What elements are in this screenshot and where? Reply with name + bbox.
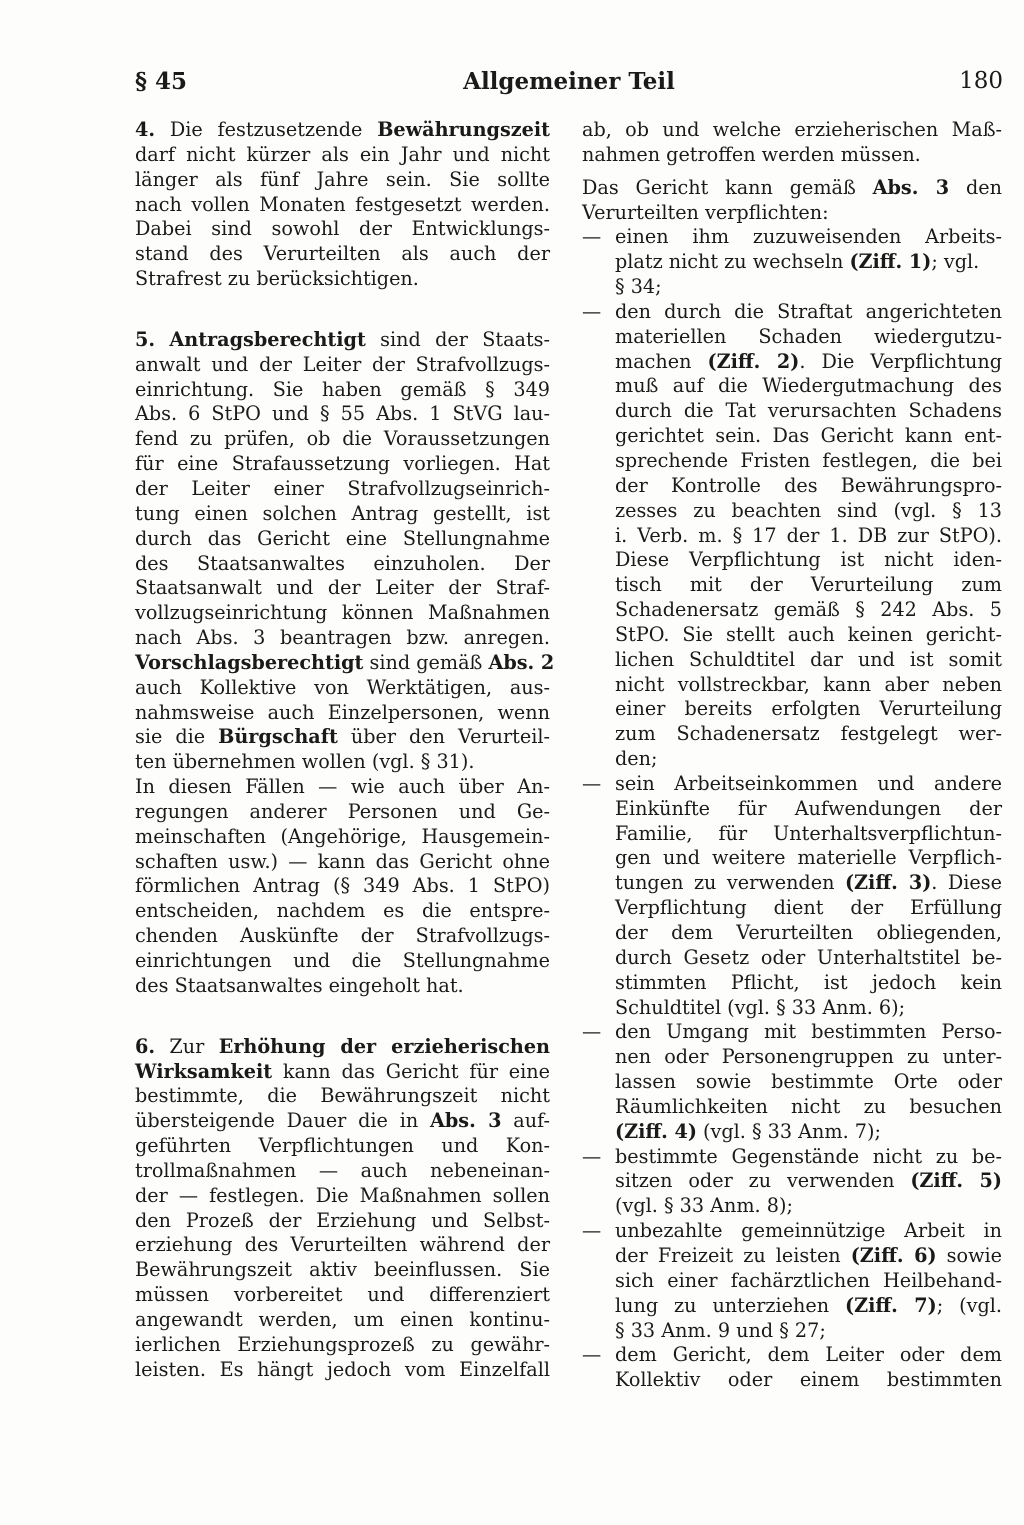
text-run: länger als fünf Jahre sein. Sie sollte <box>135 167 550 191</box>
text-run: ten übernehmen wollen (vgl. § 31). <box>135 750 475 774</box>
text-line <box>582 1169 1002 1194</box>
text-run: dem Gericht, dem Leiter oder dem <box>615 1343 1002 1367</box>
text-line <box>135 328 550 353</box>
text-run: i. Verb. m. § 17 der 1. DB zur StPO). <box>615 523 1002 547</box>
text-line <box>135 1184 550 1209</box>
text-run: Einkünfte für Aufwendungen der <box>615 796 1002 820</box>
text-run: bestimmte Gegenstände nicht zu be- <box>615 1144 1002 1168</box>
text-line <box>135 217 550 242</box>
text-run: förmlichen Antrag (§ 349 Abs. 1 StPO) <box>135 874 550 898</box>
text-run: entscheiden, nachdem es die entspre- <box>135 899 550 923</box>
text-run: einen ihm zuzuweisenden Arbeits- <box>615 225 1002 249</box>
text-line <box>135 800 550 825</box>
text-run: lichen Schuldtitel dar und ist somit <box>615 647 1002 671</box>
text-line <box>135 452 550 477</box>
text-line <box>582 747 1002 772</box>
text-run: stimmten Pflicht, ist jedoch kein <box>615 970 1002 994</box>
text-line <box>582 524 1002 549</box>
text-run: (vgl. § 33 Anm. 8); <box>615 1194 793 1218</box>
text-run: müssen vorbereitet und differenziert <box>135 1283 550 1307</box>
text-run: den Prozeß der Erziehung und Selbst- <box>135 1208 550 1232</box>
text-line <box>582 374 1002 399</box>
paragraph-gap <box>135 292 550 328</box>
right-text-column <box>582 118 1002 1393</box>
text-run: durch die Tat verursachten Schadens <box>615 399 1002 423</box>
section-marker: § 45 <box>135 68 188 95</box>
text-run: der — festlegen. Die Maßnahmen sollen <box>135 1183 550 1207</box>
text-run: der dem Verurteilten obliegenden, <box>615 921 1002 944</box>
text-run: nach vollen Monaten festgesetzt werden. <box>135 192 550 216</box>
text-line <box>582 648 1002 673</box>
text-run: Staatsanwalt und der Leiter der Straf- <box>135 576 550 600</box>
text-line <box>135 874 550 899</box>
text-run: den durch die Straftat angerichteten <box>615 299 1002 323</box>
text-run: Das Gericht kann gemäß <box>582 175 873 199</box>
text-line <box>135 899 550 924</box>
text-line <box>582 449 1002 474</box>
text-line <box>135 825 550 850</box>
page-header <box>135 68 1003 102</box>
text-run: für eine Strafaussetzung vorliegen. Hat <box>135 452 550 476</box>
text-line <box>135 601 550 626</box>
text-run: lung zu unterziehen <box>615 1293 845 1317</box>
bold-term: Abs. 3 <box>872 175 950 199</box>
text-line <box>582 548 1002 573</box>
text-line <box>582 1244 1002 1269</box>
text-run: Die festzusetzende <box>155 118 378 141</box>
text-line <box>135 1233 550 1258</box>
text-line <box>582 871 1002 896</box>
list-dash: — <box>582 299 602 323</box>
bold-term: (Ziff. 6) <box>850 1243 937 1267</box>
list-dash: — <box>582 1020 602 1044</box>
text-run <box>155 328 169 351</box>
text-run: Zur <box>155 1034 219 1058</box>
text-run: Abs. 6 StPO und § 55 Abs. 1 StVG lau- <box>135 402 550 426</box>
text-run: sprechende Fristen festlegen, die bei <box>615 448 1002 472</box>
text-line <box>135 850 550 875</box>
text-line <box>582 143 1002 168</box>
text-line <box>582 1120 1002 1145</box>
text-line <box>582 722 1002 747</box>
text-line <box>135 477 550 502</box>
bold-term: (Ziff. 7) <box>845 1293 937 1317</box>
bold-term: Bewährungszeit <box>377 118 550 141</box>
bold-term: Vorschlagsberechtigt <box>135 650 364 674</box>
text-line <box>135 427 550 452</box>
text-run: (vgl. § 33 Anm. 7); <box>696 1119 881 1143</box>
list-dash: — <box>582 1219 602 1243</box>
text-run: angewandt werden, um einen kontinu- <box>135 1307 550 1331</box>
page-number: 180 <box>959 68 1003 94</box>
text-line <box>135 949 550 974</box>
text-line <box>135 1109 550 1134</box>
text-line <box>582 250 1002 275</box>
text-run: nahmen getroffen werden müssen. <box>582 142 921 166</box>
text-line <box>582 846 1002 871</box>
text-run: über den Verurteil- <box>337 725 550 749</box>
text-run: nicht vollstreckbar, kann aber neben <box>615 672 1002 696</box>
text-run: tisch mit der Verurteilung zum <box>615 573 1002 597</box>
text-line <box>582 1194 1002 1219</box>
text-run: Familie, für Unterhaltsverpflichtun- <box>615 821 1002 845</box>
text-line <box>582 118 1002 143</box>
text-line <box>135 402 550 427</box>
text-line <box>135 502 550 527</box>
text-line <box>135 676 550 701</box>
bold-term: Erhöhung der erzieherischen <box>218 1034 551 1058</box>
text-line <box>582 1070 1002 1095</box>
text-run: zum Schadenersatz festgelegt wer- <box>615 722 1002 746</box>
left-text-column <box>135 118 555 1383</box>
text-line <box>582 1045 1002 1070</box>
text-run: Dabei sind sowohl der Entwicklungs- <box>135 217 550 241</box>
bold-term: (Ziff. 3) <box>844 871 932 895</box>
text-run: meinschaften (Angehörige, Hausgemein- <box>135 824 550 848</box>
text-run: . Diese <box>931 871 1002 895</box>
text-run: sie die <box>135 725 219 749</box>
text-run: darf nicht kürzer als ein Jahr und nicht <box>135 142 550 166</box>
text-line <box>135 242 550 267</box>
text-run: machen <box>615 349 708 373</box>
text-line <box>135 1060 550 1085</box>
text-run: In diesen Fällen — wie auch über An- <box>135 775 550 799</box>
list-dash: — <box>582 1144 602 1168</box>
text-run: Kollektiv oder einem bestimmten <box>615 1368 1002 1392</box>
list-dash: — <box>582 225 602 249</box>
text-run: ; (vgl. <box>936 1293 1002 1317</box>
text-line <box>135 1333 550 1358</box>
text-run: tung einen solchen Antrag gestellt, ist <box>135 501 550 525</box>
list-dash: — <box>582 1343 602 1367</box>
text-line <box>582 176 1002 201</box>
text-run: nach Abs. 3 beantragen bzw. anregen. <box>135 626 550 650</box>
text-run: geführten Verpflichtungen und Kon- <box>135 1134 550 1158</box>
text-run: nen oder Personengruppen zu unter- <box>615 1045 1002 1069</box>
text-run: sind der Staats- <box>365 327 550 351</box>
text-line <box>135 552 550 577</box>
text-run: platz nicht zu wechseln <box>615 250 850 274</box>
bold-term: (Ziff. 2) <box>707 349 800 373</box>
text-run: sich einer fachärztlichen Heilbehand- <box>615 1268 1002 1292</box>
paragraph-gap <box>135 999 550 1035</box>
bold-term: (Ziff. 1) <box>849 250 932 274</box>
text-run: trollmaßnahmen — auch nebeneinan- <box>135 1158 550 1182</box>
text-line <box>582 921 1002 946</box>
text-run: Strafrest zu berücksichtigen. <box>135 267 419 291</box>
text-line <box>135 750 550 775</box>
text-run: bestimmte, die Bewährungszeit nicht <box>135 1084 550 1108</box>
bold-term: Antragsberechtigt <box>169 327 366 351</box>
text-run: durch Gesetz oder Unterhaltstitel be- <box>615 945 1002 969</box>
text-line <box>582 1343 1002 1368</box>
text-line <box>582 474 1002 499</box>
text-line <box>582 424 1002 449</box>
text-run: tungen zu verwenden <box>615 871 845 895</box>
text-run: der Freizeit zu leisten <box>615 1243 851 1267</box>
text-run: Diese Verpflichtung ist nicht iden- <box>615 548 1002 572</box>
text-line <box>135 626 550 651</box>
text-line <box>135 650 555 676</box>
text-run: ab, ob und welche erzieherischen Maß- <box>582 118 1002 141</box>
text-run: materiellen Schaden wiedergutzu- <box>615 324 1002 348</box>
text-line <box>135 353 550 378</box>
text-line <box>582 623 1002 648</box>
text-run: sitzen oder zu verwenden <box>615 1169 911 1193</box>
text-run: ; vgl. <box>931 250 980 274</box>
text-run: StPO. Sie stellt auch keinen gericht- <box>615 622 1002 646</box>
text-line <box>135 924 550 949</box>
text-line <box>135 1084 550 1109</box>
bold-term: Wirksamkeit <box>135 1059 273 1083</box>
text-run: § 33 Anm. 9 und § 27; <box>615 1318 826 1342</box>
text-line <box>582 300 1002 325</box>
text-line <box>582 772 1002 797</box>
text-run: der Leiter einer Strafvollzugseinrich- <box>135 476 550 500</box>
text-run: lassen sowie bestimmte Orte oder <box>615 1070 1002 1094</box>
text-line <box>582 399 1002 424</box>
text-run: muß auf die Wiedergutmachung des <box>615 374 1002 398</box>
text-line <box>582 822 1002 847</box>
text-run: zesses zu beachten sind (vgl. § 13 <box>615 498 1002 522</box>
text-run: gerichtet sein. Das Gericht kann ent- <box>615 424 1002 448</box>
text-line <box>135 267 550 292</box>
text-run: einrichtung. Sie haben gemäß § 349 <box>135 377 550 401</box>
text-line <box>582 946 1002 971</box>
text-run: sind gemäß <box>363 650 489 674</box>
bold-term: Abs. 2 <box>488 650 555 674</box>
text-line <box>135 1358 550 1383</box>
text-run: auch Kollektive von Werktätigen, aus- <box>135 675 550 699</box>
text-line <box>582 598 1002 623</box>
text-run: erziehung des Verurteilten während der <box>135 1233 550 1257</box>
text-line <box>582 499 1002 524</box>
text-run: Schuldtitel (vgl. § 33 Anm. 6); <box>615 995 906 1019</box>
text-line <box>582 325 1002 350</box>
text-line <box>582 201 1002 226</box>
text-line <box>582 573 1002 598</box>
text-line <box>135 1283 550 1308</box>
text-line <box>135 168 550 193</box>
text-run: Verpflichtung dient der Erfüllung <box>615 896 1002 920</box>
text-line <box>135 775 550 800</box>
text-line <box>582 1319 1002 1344</box>
text-run: gen und weitere materielle Verpflich- <box>615 846 1002 870</box>
text-line <box>582 225 1002 250</box>
text-line <box>582 1095 1002 1120</box>
text-run: des Staatsanwaltes eingeholt hat. <box>135 973 464 997</box>
text-run: der Kontrolle des Bewährungspro- <box>615 473 1002 497</box>
text-run: auf- <box>501 1109 550 1133</box>
list-dash: — <box>582 771 602 795</box>
bold-term: 5. <box>135 327 156 351</box>
bold-term: (Ziff. 5) <box>910 1169 1002 1193</box>
bold-term: Bürgschaft <box>218 725 338 749</box>
text-line <box>582 797 1002 822</box>
text-line <box>582 697 1002 722</box>
text-line <box>135 1308 550 1333</box>
running-title: Allgemeiner Teil <box>463 68 675 95</box>
text-line <box>135 1209 550 1234</box>
text-line <box>582 673 1002 698</box>
text-line <box>582 896 1002 921</box>
text-line <box>135 1134 550 1159</box>
text-line <box>582 1145 1002 1170</box>
text-run: kann das Gericht für eine <box>272 1059 550 1083</box>
text-run: stand des Verurteilten als auch der <box>135 242 550 266</box>
bold-term: 4. <box>135 118 156 141</box>
bold-term: 6. <box>135 1034 156 1058</box>
text-run: chenden Auskünfte der Strafvollzugs- <box>135 924 550 948</box>
text-run: nahmsweise auch Einzelpersonen, wenn <box>135 700 550 724</box>
text-line <box>582 971 1002 996</box>
text-line <box>135 576 550 601</box>
text-run: § 34; <box>615 275 662 299</box>
text-run: vollzugseinrichtung können Maßnahmen <box>135 601 550 625</box>
text-line <box>135 193 550 218</box>
text-run: fend zu prüfen, ob die Voraussetzungen <box>135 427 550 451</box>
text-line <box>135 1035 550 1060</box>
text-run: . Die Verpflichtung <box>799 349 1002 373</box>
text-run: den; <box>615 747 658 771</box>
text-run: Verurteilten verpflichten: <box>582 200 829 224</box>
text-run: Schadenersatz gemäß § 242 Abs. 5 <box>615 598 1002 622</box>
bold-term: Abs. 3 <box>429 1109 502 1133</box>
text-line <box>135 725 550 750</box>
text-run: durch das Gericht eine Stellungnahme <box>135 526 550 550</box>
text-line <box>135 527 550 552</box>
text-line <box>582 1020 1002 1045</box>
text-run: den Umgang mit bestimmten Perso- <box>615 1020 1002 1044</box>
text-run: regungen anderer Personen und Ge- <box>135 799 550 823</box>
text-run: des Staatsanwaltes einzuholen. Der <box>135 551 550 575</box>
text-run: Räumlichkeiten nicht zu besuchen <box>615 1094 1002 1118</box>
text-line <box>582 350 1002 375</box>
text-run: Bewährungszeit aktiv beeinflussen. Sie <box>135 1258 550 1282</box>
text-line <box>135 701 550 726</box>
text-line <box>135 143 550 168</box>
text-line <box>582 996 1002 1021</box>
text-run: übersteigende Dauer die in <box>135 1109 430 1133</box>
text-line <box>135 118 550 143</box>
text-run: sein Arbeitseinkommen und andere <box>615 771 1002 795</box>
text-run: einer bereits erfolgten Verurteilung <box>615 697 1002 721</box>
text-run: ierlichen Erziehungsprozeß zu gewähr- <box>135 1332 550 1356</box>
text-line <box>135 1159 550 1184</box>
text-run: anwalt und der Leiter der Strafvollzugs- <box>135 352 550 376</box>
text-run: schaften usw.) — kann das Gericht ohne <box>135 849 550 873</box>
paragraph-gap <box>582 168 1002 176</box>
text-line <box>582 1219 1002 1244</box>
text-line <box>135 378 550 403</box>
bold-term: (Ziff. 4) <box>615 1119 697 1143</box>
text-line <box>135 1258 550 1283</box>
text-line <box>582 1269 1002 1294</box>
text-run: den <box>949 175 1002 199</box>
text-line <box>582 1368 1002 1393</box>
text-line <box>582 275 1002 300</box>
text-run: einrichtungen und die Stellungnahme <box>135 949 550 972</box>
text-line <box>135 974 550 999</box>
text-run: unbezahlte gemeinnützige Arbeit in <box>615 1219 1002 1243</box>
text-run: sowie <box>936 1243 1002 1267</box>
text-line <box>582 1294 1002 1319</box>
text-run: leisten. Es hängt jedoch vom Einzelfall <box>135 1357 550 1381</box>
